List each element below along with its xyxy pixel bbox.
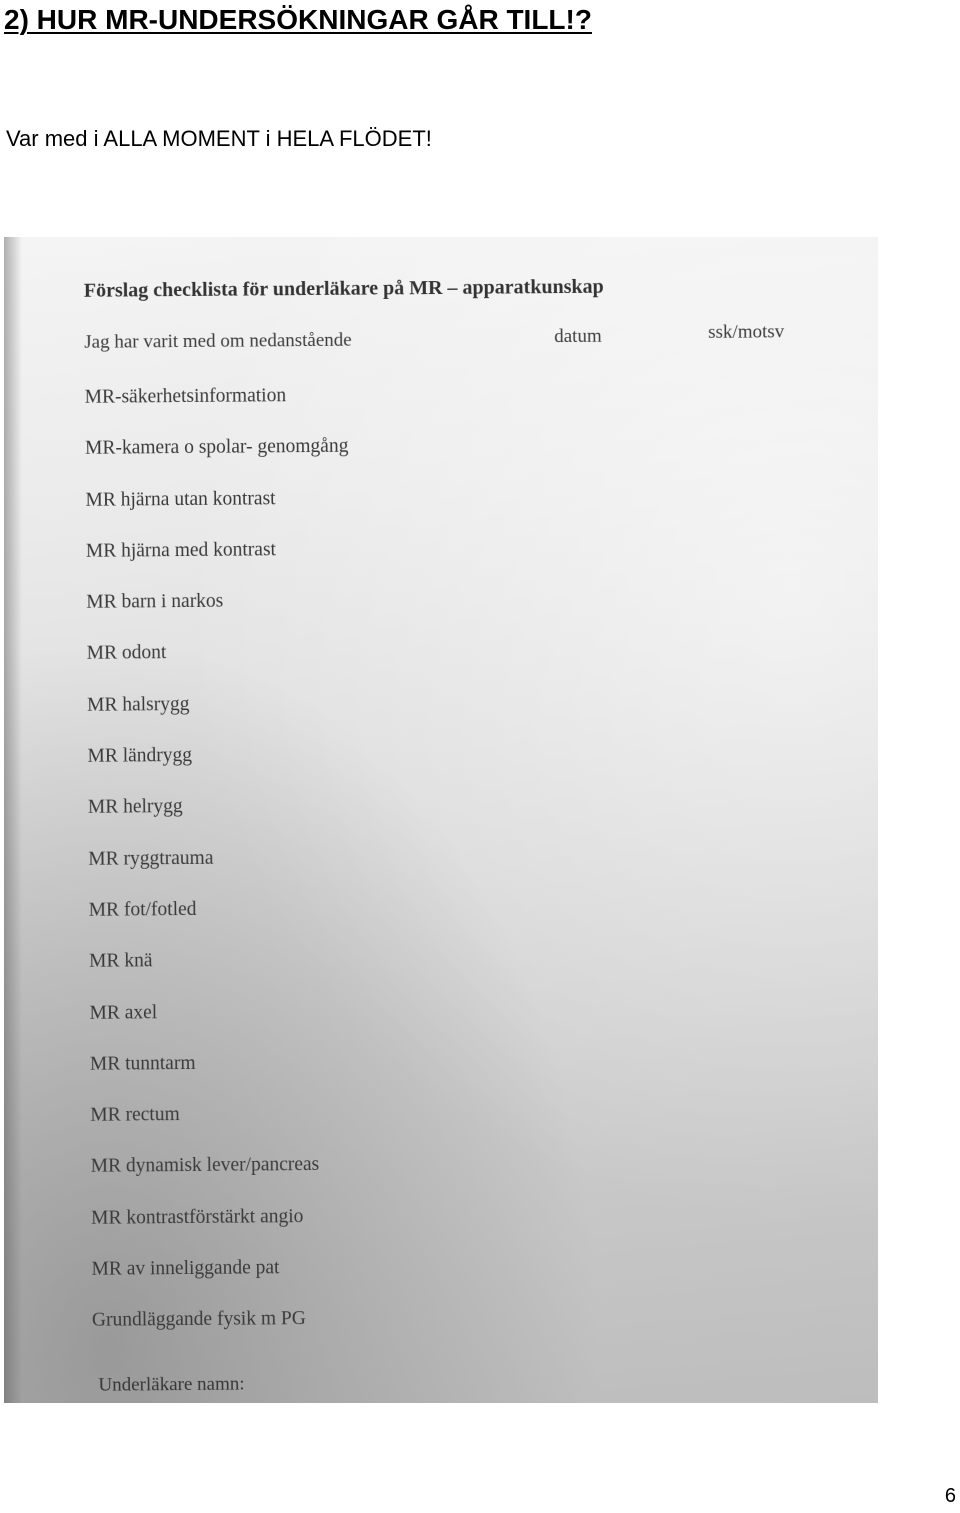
checklist-item: MR fot/fotled [88, 898, 197, 921]
checklist-item: MR barn i narkos [86, 590, 224, 613]
checklist-item: MR axel [89, 1001, 158, 1024]
checklist-item: MR odont [86, 642, 167, 665]
checklist-item: MR-säkerhetsinformation [84, 385, 287, 408]
checklist-item: MR tunntarm [89, 1052, 196, 1075]
checklist-item: MR knä [89, 950, 153, 973]
checklist-item: MR helrygg [87, 796, 183, 819]
checklist-column-intro: Jag har varit med om nedanstående [84, 329, 352, 353]
checklist-item: MR kontrastförstärkt angio [91, 1205, 304, 1229]
checklist-item: MR-kamera o spolar- genomgång [84, 436, 349, 460]
checklist-column-date: datum [554, 325, 602, 348]
checklist-item: MR ländrygg [87, 745, 193, 767]
checklist-column-signature: ssk/motsv [708, 321, 785, 343]
page-heading: 2) HUR MR-UNDERSÖKNINGAR GÅR TILL!? [4, 4, 592, 35]
checklist-item: Grundläggande fysik m PG [91, 1308, 306, 1332]
scanned-checklist-photo [4, 237, 878, 1403]
checklist-title: Förslag checklista för underläkare på MR – apparatkunskap [83, 275, 604, 302]
checklist-item: MR halsrygg [87, 693, 190, 716]
checklist-items [85, 380, 793, 1360]
checklist-item: MR ryggtrauma [88, 847, 214, 870]
checklist-item: MR dynamisk lever/pancreas [90, 1154, 320, 1178]
page-number: 6 [944, 1485, 956, 1507]
resident-name-label: Underläkare namn: [98, 1373, 245, 1396]
checklist-item: MR hjärna med kontrast [85, 539, 277, 562]
checklist-item: MR rectum [90, 1104, 180, 1126]
checklist-item: MR hjärna utan kontrast [85, 487, 276, 511]
checklist-sheet [4, 237, 878, 1403]
intro-text: Var med i ALLA MOMENT i HELA FLÖDET! [6, 126, 432, 151]
checklist-item: MR av inneliggande pat [91, 1257, 280, 1280]
